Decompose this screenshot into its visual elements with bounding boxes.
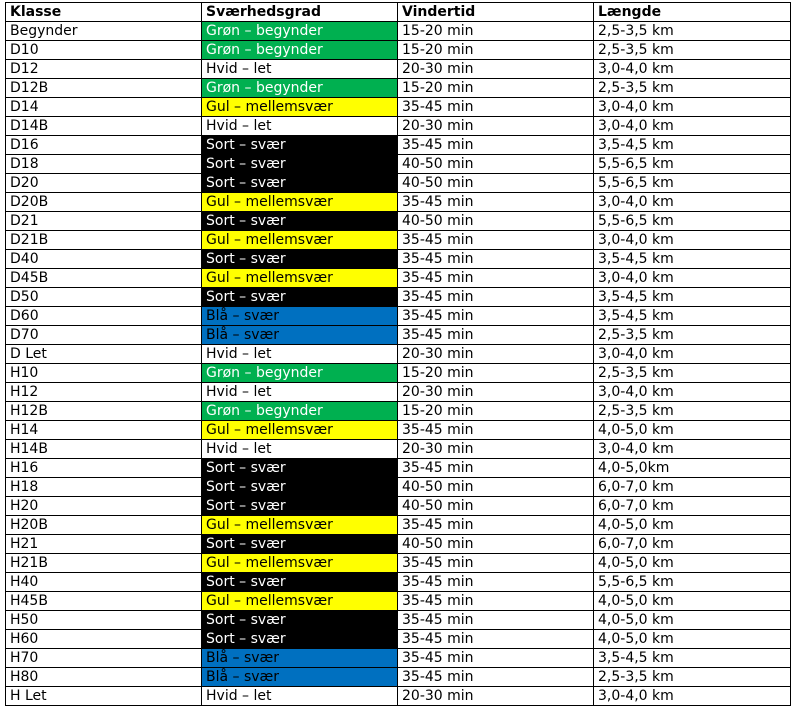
cell-laengde: 3,0-4,0 km xyxy=(594,231,791,250)
table-row xyxy=(6,440,791,459)
difficulty-badge: Sort – svær xyxy=(202,212,397,230)
cell-klasse: H70 xyxy=(6,649,202,668)
cell-svaerhedsgrad xyxy=(202,155,398,174)
cell-laengde: 3,0-4,0 km xyxy=(594,60,791,79)
header-klasse: Klasse xyxy=(6,3,202,22)
cell-laengde: 3,0-4,0 km xyxy=(594,193,791,212)
cell-laengde: 3,5-4,5 km xyxy=(594,649,791,668)
table-row xyxy=(6,592,791,611)
cell-klasse: H20B xyxy=(6,516,202,535)
cell-klasse: D45B xyxy=(6,269,202,288)
cell-klasse: H12B xyxy=(6,402,202,421)
cell-svaerhedsgrad xyxy=(202,573,398,592)
cell-klasse: D14B xyxy=(6,117,202,136)
cell-vindertid: 35-45 min xyxy=(398,573,594,592)
cell-laengde: 4,0-5,0 km xyxy=(594,421,791,440)
cell-laengde: 2,5-3,5 km xyxy=(594,668,791,687)
table-row xyxy=(6,193,791,212)
cell-vindertid: 40-50 min xyxy=(398,478,594,497)
cell-vindertid: 20-30 min xyxy=(398,345,594,364)
cell-laengde: 3,5-4,5 km xyxy=(594,250,791,269)
difficulty-badge: Gul – mellemsvær xyxy=(202,592,397,610)
cell-klasse: D21 xyxy=(6,212,202,231)
cell-svaerhedsgrad xyxy=(202,212,398,231)
cell-svaerhedsgrad xyxy=(202,383,398,402)
cell-klasse: D20 xyxy=(6,174,202,193)
table-row xyxy=(6,535,791,554)
cell-laengde: 4,0-5,0km xyxy=(594,459,791,478)
table-row xyxy=(6,421,791,440)
cell-vindertid: 35-45 min xyxy=(398,630,594,649)
cell-vindertid: 40-50 min xyxy=(398,497,594,516)
table-row xyxy=(6,60,791,79)
cell-laengde: 6,0-7,0 km xyxy=(594,497,791,516)
table-row xyxy=(6,383,791,402)
cell-svaerhedsgrad xyxy=(202,345,398,364)
table-header-row xyxy=(6,3,791,22)
cell-vindertid: 35-45 min xyxy=(398,668,594,687)
cell-svaerhedsgrad xyxy=(202,649,398,668)
cell-laengde: 4,0-5,0 km xyxy=(594,611,791,630)
cell-laengde: 5,5-6,5 km xyxy=(594,212,791,231)
cell-svaerhedsgrad xyxy=(202,554,398,573)
cell-laengde: 4,0-5,0 km xyxy=(594,630,791,649)
cell-laengde: 6,0-7,0 km xyxy=(594,478,791,497)
cell-svaerhedsgrad xyxy=(202,421,398,440)
cell-klasse: D40 xyxy=(6,250,202,269)
cell-klasse: H40 xyxy=(6,573,202,592)
cell-laengde: 2,5-3,5 km xyxy=(594,364,791,383)
table-row xyxy=(6,231,791,250)
cell-vindertid: 35-45 min xyxy=(398,649,594,668)
cell-vindertid: 40-50 min xyxy=(398,535,594,554)
cell-laengde: 3,0-4,0 km xyxy=(594,117,791,136)
difficulty-badge: Gul – mellemsvær xyxy=(202,193,397,211)
cell-vindertid: 35-45 min xyxy=(398,326,594,345)
class-difficulty-table xyxy=(5,2,791,706)
cell-laengde: 3,0-4,0 km xyxy=(594,440,791,459)
cell-laengde: 5,5-6,5 km xyxy=(594,174,791,193)
difficulty-badge: Hvid – let xyxy=(202,117,397,135)
difficulty-badge: Grøn – begynder xyxy=(202,364,397,382)
difficulty-badge: Grøn – begynder xyxy=(202,79,397,97)
table-row xyxy=(6,497,791,516)
cell-klasse: H Let xyxy=(6,687,202,706)
cell-klasse: H16 xyxy=(6,459,202,478)
cell-laengde: 3,5-4,5 km xyxy=(594,288,791,307)
difficulty-badge: Gul – mellemsvær xyxy=(202,516,397,534)
cell-klasse: H14B xyxy=(6,440,202,459)
cell-vindertid: 35-45 min xyxy=(398,421,594,440)
difficulty-badge: Hvid – let xyxy=(202,60,397,78)
cell-vindertid: 20-30 min xyxy=(398,440,594,459)
cell-vindertid: 35-45 min xyxy=(398,250,594,269)
cell-svaerhedsgrad xyxy=(202,402,398,421)
cell-klasse: H80 xyxy=(6,668,202,687)
difficulty-badge: Sort – svær xyxy=(202,497,397,515)
table-row xyxy=(6,98,791,117)
cell-laengde: 2,5-3,5 km xyxy=(594,22,791,41)
table-row xyxy=(6,250,791,269)
cell-laengde: 3,0-4,0 km xyxy=(594,98,791,117)
cell-vindertid: 35-45 min xyxy=(398,193,594,212)
difficulty-badge: Hvid – let xyxy=(202,440,397,458)
table-row xyxy=(6,307,791,326)
cell-vindertid: 15-20 min xyxy=(398,22,594,41)
cell-klasse: D18 xyxy=(6,155,202,174)
difficulty-badge: Sort – svær xyxy=(202,250,397,268)
cell-klasse: D16 xyxy=(6,136,202,155)
cell-svaerhedsgrad xyxy=(202,193,398,212)
cell-laengde: 2,5-3,5 km xyxy=(594,326,791,345)
cell-svaerhedsgrad xyxy=(202,288,398,307)
cell-svaerhedsgrad xyxy=(202,136,398,155)
cell-vindertid: 35-45 min xyxy=(398,611,594,630)
cell-vindertid: 35-45 min xyxy=(398,269,594,288)
cell-svaerhedsgrad xyxy=(202,117,398,136)
difficulty-badge: Blå – svær xyxy=(202,307,397,325)
cell-svaerhedsgrad xyxy=(202,478,398,497)
cell-klasse: D12B xyxy=(6,79,202,98)
cell-vindertid: 20-30 min xyxy=(398,687,594,706)
difficulty-badge: Gul – mellemsvær xyxy=(202,554,397,572)
cell-svaerhedsgrad xyxy=(202,440,398,459)
cell-svaerhedsgrad xyxy=(202,307,398,326)
cell-klasse: H10 xyxy=(6,364,202,383)
cell-vindertid: 20-30 min xyxy=(398,60,594,79)
table-row xyxy=(6,326,791,345)
difficulty-badge: Sort – svær xyxy=(202,535,397,553)
cell-laengde: 2,5-3,5 km xyxy=(594,402,791,421)
cell-laengde: 4,0-5,0 km xyxy=(594,554,791,573)
table-row xyxy=(6,478,791,497)
cell-klasse: H12 xyxy=(6,383,202,402)
cell-laengde: 6,0-7,0 km xyxy=(594,535,791,554)
cell-klasse: H50 xyxy=(6,611,202,630)
cell-svaerhedsgrad xyxy=(202,41,398,60)
difficulty-badge: Grøn – begynder xyxy=(202,41,397,59)
header-vindertid: Vindertid xyxy=(398,3,594,22)
cell-svaerhedsgrad xyxy=(202,630,398,649)
cell-svaerhedsgrad xyxy=(202,22,398,41)
cell-svaerhedsgrad xyxy=(202,60,398,79)
cell-vindertid: 35-45 min xyxy=(398,307,594,326)
cell-klasse: D50 xyxy=(6,288,202,307)
table-row xyxy=(6,155,791,174)
difficulty-badge: Sort – svær xyxy=(202,288,397,306)
cell-klasse: D60 xyxy=(6,307,202,326)
difficulty-badge: Grøn – begynder xyxy=(202,22,397,40)
cell-svaerhedsgrad xyxy=(202,269,398,288)
cell-laengde: 5,5-6,5 km xyxy=(594,155,791,174)
cell-laengde: 3,5-4,5 km xyxy=(594,307,791,326)
difficulty-badge: Gul – mellemsvær xyxy=(202,421,397,439)
cell-svaerhedsgrad xyxy=(202,231,398,250)
cell-vindertid: 15-20 min xyxy=(398,364,594,383)
cell-klasse: H21B xyxy=(6,554,202,573)
difficulty-badge: Gul – mellemsvær xyxy=(202,231,397,249)
table-row xyxy=(6,136,791,155)
cell-svaerhedsgrad xyxy=(202,174,398,193)
table-row xyxy=(6,364,791,383)
table-row xyxy=(6,79,791,98)
cell-klasse: H21 xyxy=(6,535,202,554)
cell-svaerhedsgrad xyxy=(202,535,398,554)
cell-klasse: D20B xyxy=(6,193,202,212)
cell-svaerhedsgrad xyxy=(202,611,398,630)
cell-laengde: 3,0-4,0 km xyxy=(594,383,791,402)
table-row xyxy=(6,269,791,288)
cell-svaerhedsgrad xyxy=(202,459,398,478)
cell-vindertid: 35-45 min xyxy=(398,554,594,573)
cell-vindertid: 35-45 min xyxy=(398,288,594,307)
cell-vindertid: 35-45 min xyxy=(398,592,594,611)
difficulty-badge: Hvid – let xyxy=(202,383,397,401)
cell-klasse: H45B xyxy=(6,592,202,611)
table-row xyxy=(6,649,791,668)
cell-svaerhedsgrad xyxy=(202,364,398,383)
cell-klasse: Begynder xyxy=(6,22,202,41)
difficulty-badge: Sort – svær xyxy=(202,136,397,154)
cell-klasse: D21B xyxy=(6,231,202,250)
header-laengde: Længde xyxy=(594,3,791,22)
cell-vindertid: 40-50 min xyxy=(398,155,594,174)
difficulty-badge: Sort – svær xyxy=(202,174,397,192)
cell-klasse: H14 xyxy=(6,421,202,440)
cell-laengde: 3,5-4,5 km xyxy=(594,136,791,155)
cell-svaerhedsgrad xyxy=(202,592,398,611)
table-row xyxy=(6,212,791,231)
cell-laengde: 2,5-3,5 km xyxy=(594,41,791,60)
cell-svaerhedsgrad xyxy=(202,98,398,117)
cell-laengde: 4,0-5,0 km xyxy=(594,516,791,535)
difficulty-badge: Sort – svær xyxy=(202,630,397,648)
cell-klasse: H18 xyxy=(6,478,202,497)
table-row xyxy=(6,668,791,687)
table-row xyxy=(6,22,791,41)
cell-laengde: 3,0-4,0 km xyxy=(594,687,791,706)
table-row xyxy=(6,573,791,592)
cell-svaerhedsgrad xyxy=(202,250,398,269)
table-row xyxy=(6,402,791,421)
difficulty-badge: Gul – mellemsvær xyxy=(202,98,397,116)
cell-svaerhedsgrad xyxy=(202,687,398,706)
cell-vindertid: 20-30 min xyxy=(398,383,594,402)
cell-vindertid: 15-20 min xyxy=(398,402,594,421)
difficulty-badge: Sort – svær xyxy=(202,611,397,629)
table-row xyxy=(6,459,791,478)
table-row xyxy=(6,687,791,706)
cell-klasse: D Let xyxy=(6,345,202,364)
table-row xyxy=(6,630,791,649)
difficulty-badge: Hvid – let xyxy=(202,345,397,363)
cell-vindertid: 15-20 min xyxy=(398,41,594,60)
cell-svaerhedsgrad xyxy=(202,79,398,98)
cell-laengde: 3,0-4,0 km xyxy=(594,345,791,364)
table-row xyxy=(6,117,791,136)
cell-laengde: 4,0-5,0 km xyxy=(594,592,791,611)
header-svaerhedsgrad: Sværhedsgrad xyxy=(202,3,398,22)
table-row xyxy=(6,174,791,193)
table-row xyxy=(6,288,791,307)
cell-laengde: 2,5-3,5 km xyxy=(594,79,791,98)
cell-klasse: D70 xyxy=(6,326,202,345)
difficulty-badge: Blå – svær xyxy=(202,326,397,344)
difficulty-badge: Sort – svær xyxy=(202,459,397,477)
cell-vindertid: 35-45 min xyxy=(398,516,594,535)
cell-svaerhedsgrad xyxy=(202,516,398,535)
cell-klasse: H20 xyxy=(6,497,202,516)
cell-klasse: D14 xyxy=(6,98,202,117)
cell-vindertid: 35-45 min xyxy=(398,231,594,250)
difficulty-badge: Blå – svær xyxy=(202,668,397,686)
cell-svaerhedsgrad xyxy=(202,497,398,516)
difficulty-badge: Sort – svær xyxy=(202,478,397,496)
difficulty-badge: Sort – svær xyxy=(202,573,397,591)
cell-klasse: D12 xyxy=(6,60,202,79)
cell-vindertid: 35-45 min xyxy=(398,459,594,478)
cell-vindertid: 35-45 min xyxy=(398,136,594,155)
table-row xyxy=(6,345,791,364)
difficulty-badge: Blå – svær xyxy=(202,649,397,667)
difficulty-badge: Hvid – let xyxy=(202,687,397,705)
table-row xyxy=(6,554,791,573)
cell-vindertid: 35-45 min xyxy=(398,98,594,117)
table-row xyxy=(6,516,791,535)
difficulty-badge: Sort – svær xyxy=(202,155,397,173)
cell-svaerhedsgrad xyxy=(202,668,398,687)
cell-laengde: 3,0-4,0 km xyxy=(594,269,791,288)
cell-vindertid: 15-20 min xyxy=(398,79,594,98)
table-body xyxy=(6,22,791,706)
cell-laengde: 5,5-6,5 km xyxy=(594,573,791,592)
cell-vindertid: 40-50 min xyxy=(398,174,594,193)
cell-vindertid: 20-30 min xyxy=(398,117,594,136)
table-row xyxy=(6,611,791,630)
table-row xyxy=(6,41,791,60)
cell-vindertid: 40-50 min xyxy=(398,212,594,231)
cell-klasse: H60 xyxy=(6,630,202,649)
cell-klasse: D10 xyxy=(6,41,202,60)
difficulty-badge: Gul – mellemsvær xyxy=(202,269,397,287)
cell-svaerhedsgrad xyxy=(202,326,398,345)
difficulty-badge: Grøn – begynder xyxy=(202,402,397,420)
